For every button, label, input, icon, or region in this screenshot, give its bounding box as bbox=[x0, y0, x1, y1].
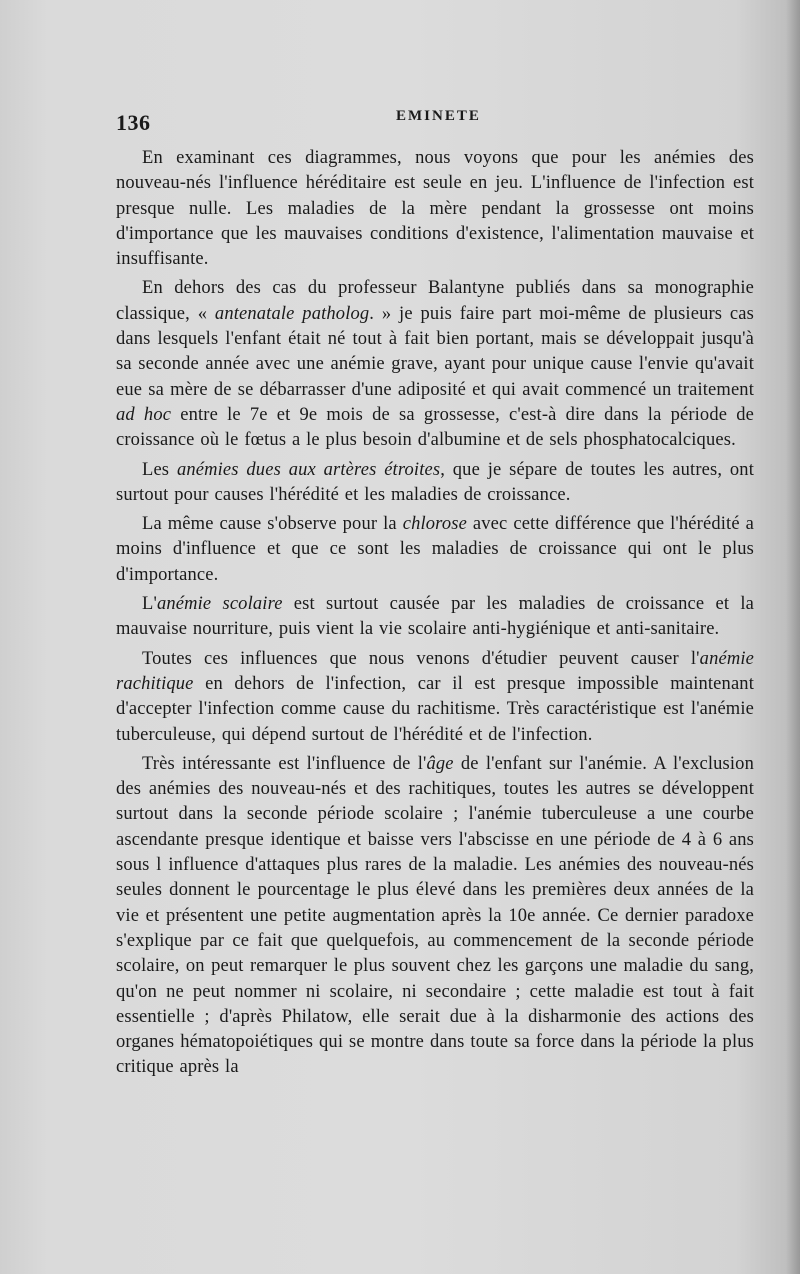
page-number: 136 bbox=[116, 110, 151, 135]
page-header bbox=[116, 104, 754, 138]
body-text bbox=[116, 146, 754, 1081]
paragraph-2: En dehors des cas du professeur Balantyne publiés dans sa monographie classique, « antenatale patholog. » je puis faire part moi-même de plusieurs cas dans lesquels l'enfant était né tout à fait bien portant, mais se développait jusqu'à sa seconde année avec une anémie grave, ayant pour unique cause l'envie qu'avait eue sa mère de se débarrasser d'une adiposité et qui avait commencé un traitement ad hoc entre le 7e et 9e mois de sa grossesse, c'est-à dire dans la période de croissance où le fœtus a le plus besoin d'albumine et de sels phosphatocalciques. bbox=[116, 278, 754, 451]
term-anemies-arteres: anémies dues aux artères étroites bbox=[176, 459, 441, 480]
running-title: EMINETE bbox=[396, 108, 481, 124]
paragraph-5: L'anémie scolaire est surtout causée par les maladies de croissance et la mauvaise nourriture, puis vient la vie scolaire anti-hygiénique et anti-sanitaire. bbox=[116, 594, 754, 640]
paragraph-4: La même cause s'observe pour la chlorose avec cette différence que l'hérédité a moins d'influence et que ce sont les maladies de croissance qui ont le plus d'importance. bbox=[116, 514, 754, 585]
paragraph-7: Très intéressante est l'influence de l'âge de l'enfant sur l'anémie. A l'exclusion des anémies des nouveau-nés et des rachitiques, toutes les autres se développent surtout dans la seconde période scolaire ; l'anémie tuberculeuse a une courbe ascendante presque identique et baisse vers l'abscisse en une période de 4 à 6 ans sous l influence d'attaques plus rares de la maladie. Les anémies des nouveau-nés seules donnent le pourcentage le plus élevé dans les premières deux années de la vie et présentent une petite augmentation après la 10e année. Ce dernier paradoxe s'explique par ce fait que quelquefois, au commencement de la seconde période scolaire, on peut remarquer le plus souvent chez les garçons une maladie du sang, qu'on ne peut nommer ni scolaire, ni secondaire ; cette maladie est tout à fait essentielle ; d'après Philatow, elle serait due à la disharmonie des actions des organes hématopoiétiques qui se montre dans toute sa force dans la période la plus critique après la bbox=[116, 753, 754, 1078]
page-edge-shadow bbox=[786, 0, 800, 1274]
term-anemie-rachitique: anémie rachitique bbox=[116, 648, 754, 694]
term-chlorose: chlorose bbox=[402, 514, 467, 535]
citation-title: antenatale patholog bbox=[214, 303, 370, 324]
book-page bbox=[116, 104, 754, 1085]
latin-phrase: ad hoc bbox=[116, 404, 172, 425]
paragraph-3: Les anémies dues aux artères étroites, que je sépare de toutes les autres, ont surtout pour causes l'hérédité et les maladies de croissance. bbox=[116, 459, 754, 505]
term-anemie-scolaire: anémie scolaire bbox=[156, 594, 283, 615]
term-age: âge bbox=[426, 753, 454, 774]
paragraph-6: Toutes ces influences que nous venons d'étudier peuvent causer l'anémie rachitique en dehors de l'infection, car il est presque impossible maintenant d'accepter l'infection comme cause du rachitisme. Très caractéristique est l'anémie tuberculeuse, qui dépend surtout de l'hérédité et de l'infection. bbox=[116, 648, 754, 745]
paragraph-1: En examinant ces diagrammes, nous voyons que pour les anémies des nouveau-nés l'influence héréditaire est seule en jeu. L'influence de l'infection est presque nulle. Les maladies de la mère pendant la grossesse ont moins d'importance que les mauvaises conditions d'existence, l'alimentation mauvaise et insuffisante. bbox=[116, 148, 754, 270]
